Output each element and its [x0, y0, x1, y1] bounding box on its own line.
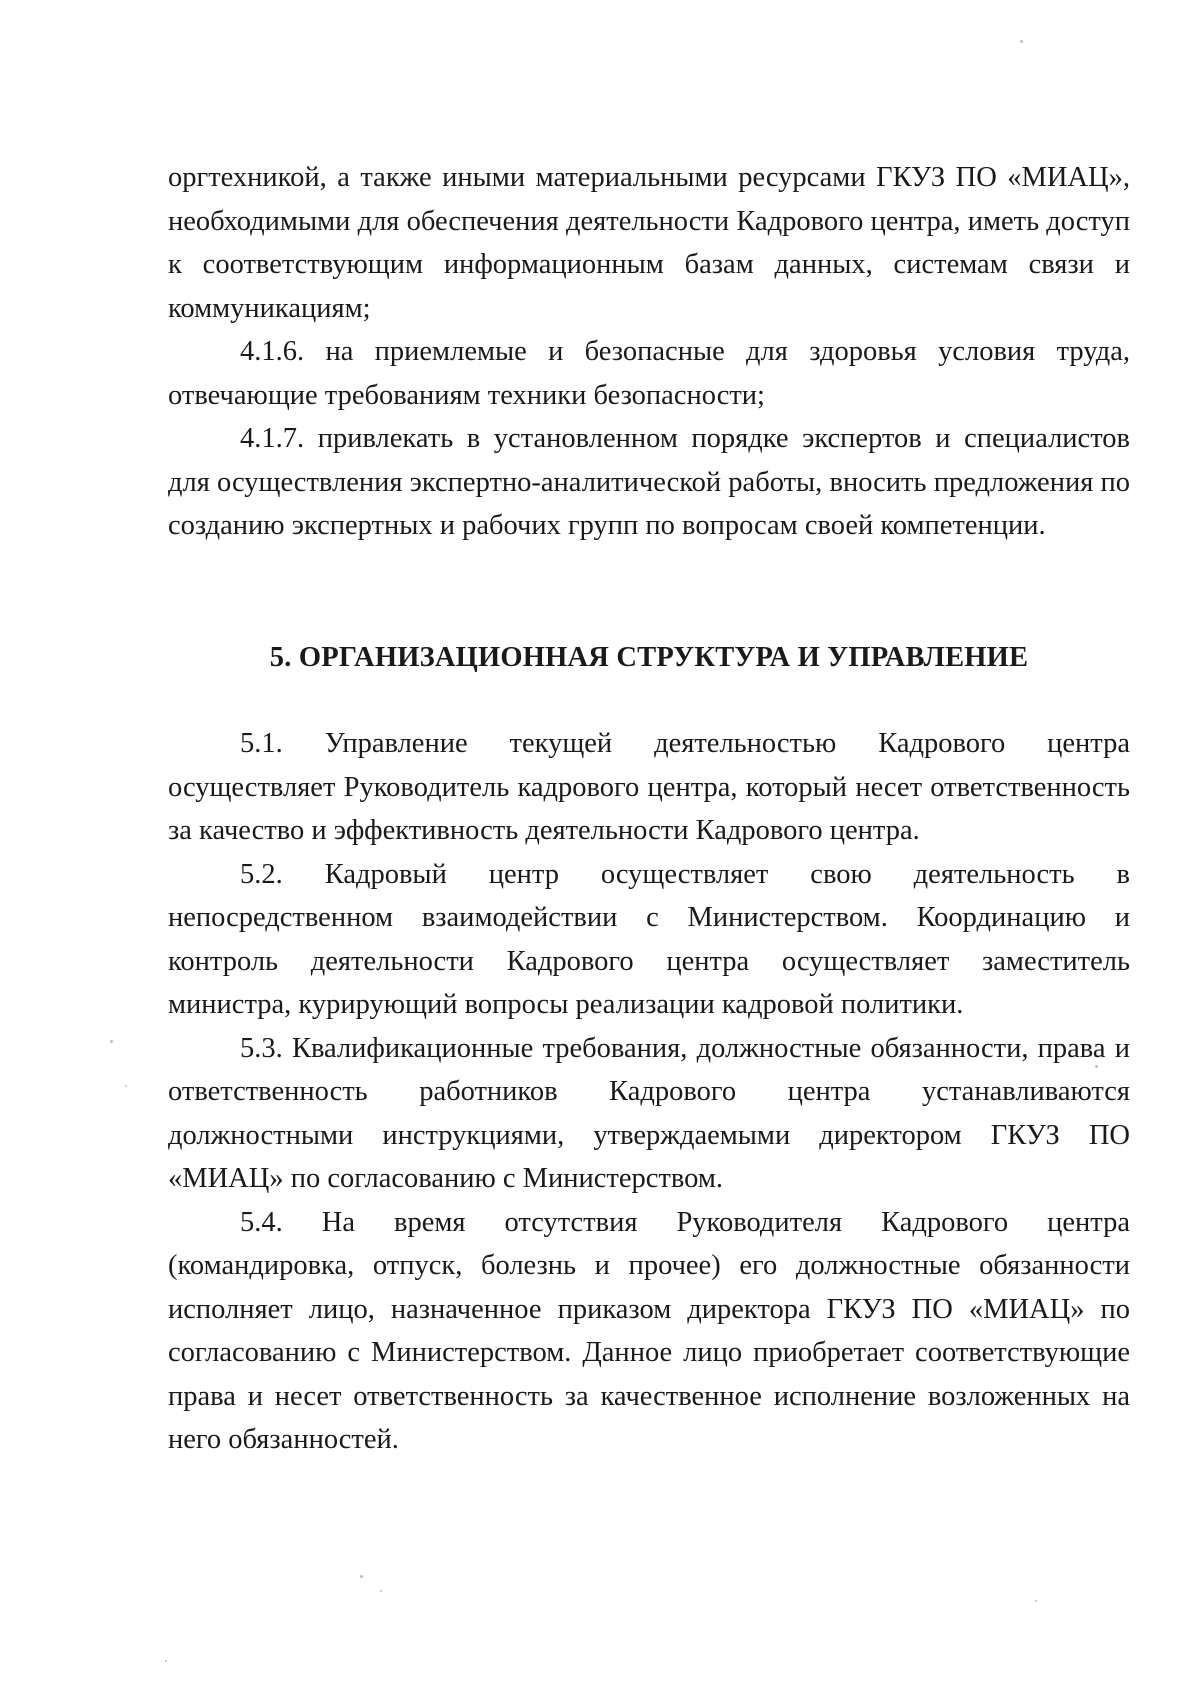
paragraph-4-1-6: 4.1.6. на приемлемые и безопасные для здоровья условия труда, отвечающие требованиям техники безопасности;	[168, 336, 1130, 411]
section-5-heading: 5. ОРГАНИЗАЦИОННАЯ СТРУКТУРА И УПРАВЛЕНИЕ	[269, 642, 1029, 673]
scan-speck	[380, 1590, 382, 1592]
scan-speck	[165, 1660, 167, 1662]
paragraph-4-1-7: 4.1.7. привлекать в установленном порядке экспертов и специалистов для осуществления экспертно-аналитической работы, вносить предложения по созданию экспертных и рабочих групп по вопросам своей компетенции.	[168, 423, 1130, 541]
scan-speck	[1035, 1600, 1037, 1602]
paragraph-5-4: 5.4. На время отсутствия Руководителя Кадрового центра (командировка, отпуск, болезнь и прочее) его должностные обязанности исполняет лицо, назначенное приказом директора ГКУЗ ПО «МИАЦ» по согласованию с Министерством. Данное лицо приобретает соответствующие права и несет ответственность за качественное исполнение возложенных на него обязанностей.	[168, 1206, 1130, 1455]
paragraph-5-1: 5.1. Управление текущей деятельностью Кадрового центра осуществляет Руководитель кадрового центра, который несет ответственность за качество и эффективность деятельности Кадрового центра.	[168, 728, 1130, 846]
scan-speck	[360, 1575, 363, 1578]
paragraph-5-2: 5.2. Кадровый центр осуществляет свою деятельность в непосредственном взаимодействии с Министерством. Координацию и контроль деятельности Кадрового центра осуществляет заместитель министра, курирующий вопросы реализации кадровой политики.	[168, 858, 1130, 1020]
section-5-body	[168, 722, 1130, 1462]
section-4-continuation	[168, 156, 1130, 548]
scan-speck	[1020, 40, 1023, 43]
paragraph-continuation: оргтехникой, а также иными материальными ресурсами ГКУЗ ПО «МИАЦ», необходимыми для обеспечения деятельности Кадрового центра, иметь доступ к соответствующим информационным базам данных, системам связи и коммуникациям;	[168, 162, 1130, 324]
scan-speck	[1095, 1065, 1098, 1068]
paragraph-5-3: 5.3. Квалификационные требования, должностные обязанности, права и ответственность работников Кадрового центра устанавливаются должностными инструкциями, утверждаемыми директором ГКУЗ ПО «МИАЦ» по согласованию с Министерством.	[168, 1032, 1130, 1194]
scan-speck	[110, 1040, 113, 1043]
scan-speck	[125, 1085, 127, 1087]
